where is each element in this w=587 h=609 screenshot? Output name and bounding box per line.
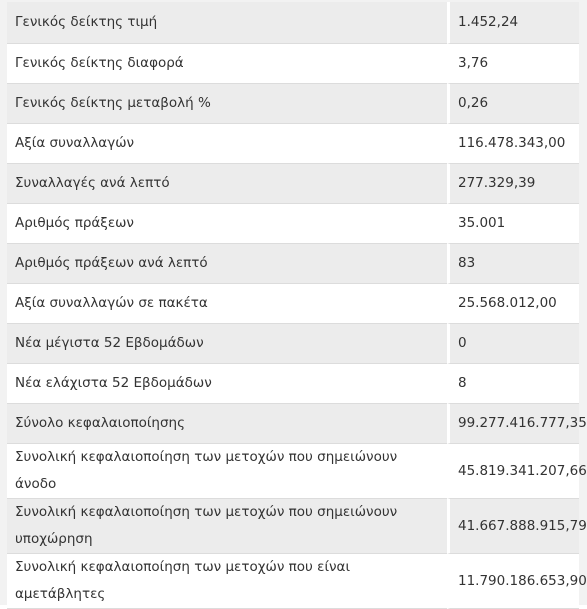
row-value: 0 xyxy=(447,324,579,364)
row-value: 83 xyxy=(447,244,579,284)
table-row xyxy=(7,2,579,44)
table-row xyxy=(7,444,579,499)
row-label: Αξία συναλλαγών σε πακέτα xyxy=(7,284,447,324)
row-value: 35.001 xyxy=(447,204,579,244)
row-label: Γενικός δείκτης διαφορά xyxy=(7,44,447,84)
table-row xyxy=(7,324,579,364)
table-row xyxy=(7,284,579,324)
row-label: Συναλλαγές ανά λεπτό xyxy=(7,164,447,204)
table-row xyxy=(7,124,579,164)
row-value: 3,76 xyxy=(447,44,579,84)
row-label: Σύνολο κεφαλαιοποίησης xyxy=(7,404,447,444)
table-row xyxy=(7,404,579,444)
row-value: 45.819.341.207,66 xyxy=(447,444,579,499)
row-value: 277.329,39 xyxy=(447,164,579,204)
row-label: Συνολική κεφαλαιοποίηση των μετοχών που σημειώνουν υποχώρηση xyxy=(7,499,447,554)
table-row xyxy=(7,204,579,244)
row-value: 25.568.012,00 xyxy=(447,284,579,324)
row-label: Γενικός δείκτης τιμή xyxy=(7,2,447,44)
row-label: Αξία συναλλαγών xyxy=(7,124,447,164)
table-row xyxy=(7,364,579,404)
table-row xyxy=(7,84,579,124)
row-label: Αριθμός πράξεων ανά λεπτό xyxy=(7,244,447,284)
row-label: Νέα ελάχιστα 52 Εβδομάδων xyxy=(7,364,447,404)
table-row xyxy=(7,164,579,204)
row-value: 11.790.186.653,90 xyxy=(447,554,579,609)
row-label: Αριθμός πράξεων xyxy=(7,204,447,244)
row-value: 8 xyxy=(447,364,579,404)
row-label: Συνολική κεφαλαιοποίηση των μετοχών που σημειώνουν άνοδο xyxy=(7,444,447,499)
row-label: Νέα μέγιστα 52 Εβδομάδων xyxy=(7,324,447,364)
row-value: 99.277.416.777,35 xyxy=(447,404,579,444)
table-row xyxy=(7,44,579,84)
row-value: 1.452,24 xyxy=(447,2,579,44)
row-value: 41.667.888.915,79 xyxy=(447,499,579,554)
table-row xyxy=(7,244,579,284)
row-label: Συνολική κεφαλαιοποίηση των μετοχών που είναι αμετάβλητες xyxy=(7,554,447,609)
table-row xyxy=(7,554,579,609)
row-label: Γενικός δείκτης μεταβολή % xyxy=(7,84,447,124)
row-value: 116.478.343,00 xyxy=(447,124,579,164)
market-statistics-table xyxy=(7,2,587,609)
row-value: 0,26 xyxy=(447,84,579,124)
table-row xyxy=(7,499,579,554)
